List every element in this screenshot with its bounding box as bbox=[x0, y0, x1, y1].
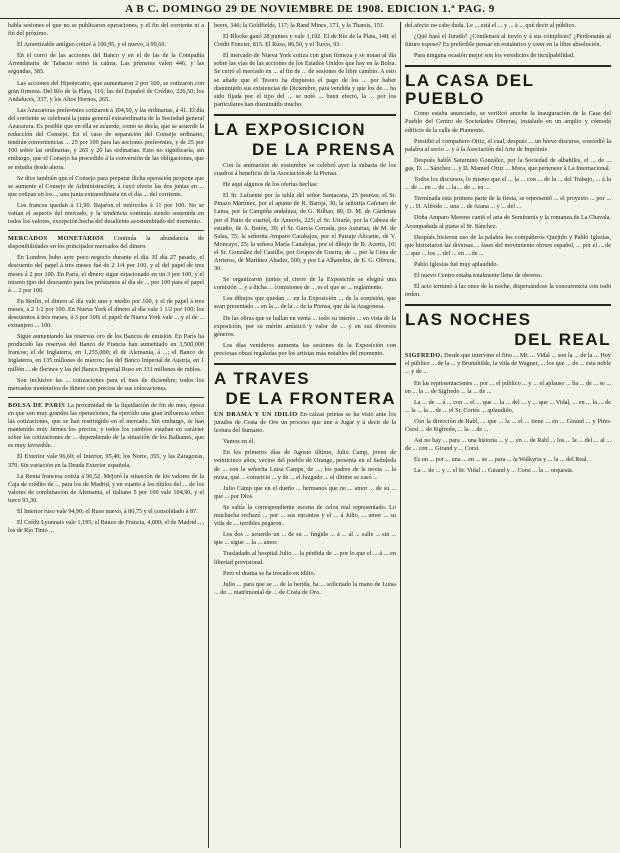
headline-exposicion: LA EXPOSICION bbox=[214, 119, 367, 139]
section-lead: MERCADOS MONETARIOS bbox=[8, 235, 104, 243]
paragraph: Los francos quedan á 11,90. Bajaron el miércoles á 11 por 100. No se varían el aspecto del mercado, y la tendencia continúa siendo sostenida en todos los valores, excepción hecha del desaliento acostumbrado del momento. bbox=[8, 201, 204, 226]
paragraph: En las representaciones ... por ... el público ... y ... el aplauso ... ha ... de ... se ... en ... la ... de Sigfredo ... la ... de ... bbox=[405, 379, 611, 395]
paragraph: Pero el drama se ha trocado en idilio. bbox=[223, 569, 316, 577]
section-bolsa bbox=[8, 402, 204, 451]
paragraph: Los dos ... acuerdo un ... de su ... fingido ... á ... al ... calle ... sin ... que ... sigue ... la ... amor. bbox=[214, 531, 396, 547]
section-drama bbox=[214, 411, 396, 435]
paragraph: La ... de ... á ... con ... el ... que ... la ... del ... y ... que ... Vidal, ... en ... la ... de ... la ... la ... de ... el Sr. Cortés ... aplaudido. bbox=[405, 398, 611, 414]
section-sigfredo bbox=[405, 352, 611, 376]
paragraph: El acto terminó á las once de la noche, dispersándose la concurrencia con todo orden. bbox=[405, 283, 611, 299]
paragraph: ¿Qué hará el Jurado? ¿Condenará al novio y á sus cómplices? ¿Perdonarán al futuro esposo? Es preferible pensar en romántico y creer en la libre absolución. bbox=[405, 33, 611, 49]
section-divider bbox=[8, 230, 204, 231]
paragraph: Después habló Saturnino González, por la Sociedad de albañiles, el ... de ... gas, D. ... Sánchez ... y D. Manuel Ortiz ... Mora, que pertenece á La Internacional. bbox=[405, 156, 611, 172]
headline-frontera: DE LA FRONTERA bbox=[225, 389, 396, 408]
column-rule bbox=[208, 22, 209, 848]
paragraph: del afecto no cabe duda. Le ... está el ... y ... á ... qué decir al público. bbox=[405, 22, 576, 29]
column-left bbox=[8, 22, 204, 848]
section-lead: SIGFREDO. bbox=[405, 352, 443, 360]
paragraph: Con la dirección de Rabl, ... que ... la ... el ... tiene ... en ... Girand ... y Pino-Corsi ... de Sigfredo, ... la ... de ... bbox=[405, 417, 611, 433]
headline-prensa: DE LA PRENSA bbox=[252, 139, 396, 159]
headline-casa-del-pueblo: LA CASA DEL PUEBLO bbox=[405, 71, 535, 109]
section-lead: BOLSA DE PARIS bbox=[8, 401, 66, 409]
paragraph: Las acciones del Hipotecario, que aumentaron 2 por 100, se cotizaron con gran firmeza. Del Río de la Plata, 116; las del Español de Crédito, 226,50; los Andaluces, 337, y los Altos Hornos, 265. bbox=[8, 79, 204, 103]
paragraph: El Blocke ganó 28 puntos y vale 1,192. El de Río de la Plata, 148; el Crédit Foncier, 815. El Ruso, 86,50, y el Turco, 93. bbox=[214, 33, 396, 49]
paragraph: La Renta francesa cotiza á 96,52. Mejoró la situación de los valores de la Caja de crédito de ... para los de Madrid, y en cuanto á los títulos del ... de los valores de combinación de Alemania, el italiano 5 por 100 vale 104,90, y el turco 93,30. bbox=[8, 472, 204, 504]
paragraph: Presidió el compañero Ortiz, el cual, después ... un breve discurso, concedió la palabra al socio ... y á la Asociación del Arte de Imprimir. bbox=[405, 137, 611, 153]
paragraph: beers, 346; la Goldfields, 117; la Rand Mines, 171, y la Tharsis, 151. bbox=[214, 22, 385, 29]
paragraph: El Sr. Lafuente por la tabla del señor Santacana, 25 pesetas; el Sr. Pinazo Martínez, por el apunte de R. Baroja, 30; la señorita Cafetaro de Lama, por la Campiña andaluza, de G. Bilbao, 80, D. M. de Cárdenas por el Patio de cuartel, de Amorós, 225; el Sr. Uriarte, por la Cabeza de estudio, de A. Botón, 30; el Sr. García Cerrada, por Asturias, de M. de Salas, 75; la señorita Amparo Carabajos, por el Paisaje Alicante, de V. Moncayo, 25; la señora María Canalejas, por el dibujo de B. Acerto, 10; el Sr. González del Castillo, por Grupos de Guerra, de ... por la Cena de Arrieros, de Martínez Abades, 500, y por La Alhambra, de E. G. Olivera, 30. bbox=[214, 192, 396, 273]
column-right bbox=[405, 22, 611, 848]
paragraph: El nuevo Centro estaba totalmente lleno de obreros. bbox=[414, 271, 543, 279]
section-mercados bbox=[8, 235, 204, 251]
paragraph: Como estaba anunciado, se verificó anoche la inauguración de la Casa del Pueblo del Centro de Sociedades Obreras, instalado en un amplio y cómodo edificio de la calle de Piamonte. bbox=[405, 110, 611, 134]
paragraph: El Interior ruso vale 94,90; el Ruso nuevo, á 86,75 y el consolidado á 87. bbox=[17, 507, 198, 515]
paragraph: Terminada esta primera parte de la fiesta, se representó ... el proyecto ... por ... y ... D. Alfredo ... una ... de Arana ... y ... del ... bbox=[405, 195, 611, 211]
paragraph: El mercado de Nueva York cotiza con gran firmeza y se notan al día sobre las vías de las acciones de los Estados Unidos que hay en la Bolsa. Se cerró el mercado en ... al fin de ... de sesiones de libre cambio. A esto se añade que el Tesoro ha dispuesto el pago de los ... por haber disminuido sus existencias de Diciembre, para vendida y que los de ... ha sido fijada por el tipo del ... se notó ... buen efecto, la ... por los particulares han disminuido mucho. bbox=[214, 52, 396, 108]
paragraph: Se organizaron juntos el cierre de la Exposición se elegirá una comisión ... y a dicha ... comisiones de ... es el que se ... reglamento. bbox=[214, 276, 396, 292]
section-lead-text: En calzas prietas se ha visto ante los jurados de Costa de Oro un proceso que une á Jugar y á decir de la lectura del Sumario. bbox=[214, 411, 396, 435]
headline-del-real: DEL REAL bbox=[514, 330, 611, 350]
paragraph: Trasladado al hospital Julio ... la pérdida de ... por lo que el ... á ... en libertad provisional. bbox=[214, 550, 396, 566]
paragraph: Sigue aumentando las reservas oro de los Bancos de emisión. En París ha producido las reservas del Banco de Francia han aumentado en 3,500,000 francos; el de Inglaterra, en 1,255,000; el de Alemania, á ...; el Banco de Inglaterra, en 135 millones de marcos; las del Banco Imperial de Austria, en 1 millón ... de florines y las del Banco Imperial Ruso en 331 millones de rublos. bbox=[8, 333, 204, 373]
paragraph: Para ninguna ocasión mejor son los veredictos de inculpabilidad. bbox=[414, 52, 575, 60]
paragraph: En el corro de las acciones del Banco y en el de las de la Compañía Arrendataria de Tabacos reinó la calma. Las primeras valen 446, y las segundas, 385. bbox=[8, 52, 204, 76]
section-lead: UN DRAMA Y UN IDILIO bbox=[214, 411, 298, 418]
paragraph: Pablo Iglesias fué muy aplaudido. bbox=[414, 260, 499, 268]
paragraph: Se sabía la correspondiente escena de celos real representado. Lo muchacha rechazó ... por ... sus encantos y el ... á Julio, ... amor ... su vida de ... terribles pegaron. bbox=[214, 503, 396, 528]
paragraph: El Crédit Lyonnais vale 1,195; el Banco de Francia, 4,000; el de Madrid ..., los de Río Tinto ... bbox=[8, 519, 204, 535]
section-lead-text: Desde que intervino el fino ... Mr. ... Vidal ... son la ... de la ... Hoy el público ... de la ... y Brunnhilde, la vida de Wagner, ... los que ... de ... esta noble ... y de ... bbox=[405, 352, 611, 376]
column-middle bbox=[214, 22, 396, 848]
paragraph: He aquí algunos de los ofertas hechas: bbox=[223, 181, 318, 189]
paragraph: La ... de ... y ... el Sr. Vidal ... Girand y ... Corsi ... la ... orquesta. bbox=[414, 467, 574, 475]
section-divider bbox=[405, 304, 611, 306]
section-divider bbox=[214, 114, 396, 116]
paragraph: Julio ... para que se ... de la herida, ha ... solicitado la mano de Luisa ... de ... matrimonial de ... de Costa de Oro. bbox=[214, 580, 396, 596]
page-header: A B C. DOMINGO 29 DE NOVIEMBRE DE 1908. EDICION 1.ª PAG. 9 bbox=[0, 0, 620, 19]
paragraph: El Amortizable antiguo cotizó á 100,95, y el nuevo, á 99,60. bbox=[17, 41, 166, 49]
section-divider bbox=[405, 65, 611, 67]
paragraph: Vamos en él. bbox=[223, 438, 255, 446]
paragraph: Es un ... por ... una ... en ... se ... para ... la Walkyria y ... la ... del Real. bbox=[414, 456, 589, 464]
paragraph: Después hicieron uso de la palabra los compañeros Quejido y Pablo Iglesias, que historiaron las diversas ... fases del movimiento obrero español, ... por el ... de ... que ... los ... del ... en ... de ... bbox=[405, 233, 611, 257]
section-lead-text: Continúa la abundancia de disponibilidades en los principales mercados del dinero. bbox=[8, 235, 204, 251]
paragraph: Así no hay ... para ... una historia ... y ... en ... de Rabl ... los ... la ... del ... al ... de ... con ... Girand y ... Corsi. bbox=[405, 437, 611, 453]
paragraph: De las obras que se hallan en venta ... todo su interés ... en vista de la exposición, por su mérito artístico y valor de ... y en sus diversos géneros. bbox=[214, 314, 396, 338]
paragraph: Julio Camp que en el dueño ... hermanos que no ... amor ... de su ... que ... por Dios. bbox=[214, 484, 396, 500]
paragraph: Las Azucareras preferentes cotizaron á 104,50, y las ordinarias, á 41. El día del corriente se celebrará la junta general extraordinaria de la Sociedad general Azucarera. Es posible que en ella se acuerde, como se decía, que se acuerde la reducción del Consejo. En el caso de separación del Consejo ordinario, tendrán conveniencias ... 25 por 100 para las acciones preferentes, y de 25 por 100 sobre las ordinarias, y 265 y 20 las ordinarias. Esto no significaría, sin embargo, que el Consejo ha procedido á la conversión de las obligaciones, que se estudia desde ahora. bbox=[8, 106, 204, 171]
column-rule bbox=[400, 22, 401, 848]
paragraph: Doña Amparo Moreno cantó el aria de Semiramis y la romanza de La Chavala. Acompañada al piano el Sr. Sánchez. bbox=[405, 214, 611, 230]
paragraph: Los dibujos que quedan ... en la Exposición ... de la comisión, que sean presentado ... en la ... de la ... de la Prensa, que da la Aragonesa. bbox=[214, 295, 396, 311]
section-lead-text: La proximidad de la liquidación de fin de mes, época en que son muy grandes las operaciones, ha ejercido una gran influencia sobre las cotizaciones, que se han restringido en el mercado. Sin embargo, se han mantenido muy firmes los precios, y todos los cambios estaban en carácter sobre las cotizaciones de ... dependiendo de la situación de los Balkanes, que es muy favorable. bbox=[8, 401, 204, 450]
paragraph: En Londres hubo ayer poco negocio durante el día. El día 27 pasado, el descuento del papel á tres meses fué de 2 1/4 por 100, y el del papel de tres meses á 2 por 100. En París, el dinero sigue estacionado en un 3 por 100, y el mismo tipo del descuento para los préstamos al día de ... por 100 para el papel á ... 2 por 100. bbox=[8, 254, 204, 294]
paragraph: El Exterior vale 96,60; el Interior, 95,40; los Norte, 355, y las Zaragozas, 370. Sin variación en la Deuda Exterior española. bbox=[8, 453, 204, 469]
section-divider bbox=[214, 363, 396, 365]
section-divider bbox=[8, 397, 204, 398]
paragraph: Son inclusive las ... cotizaciones para el mes de diciembre; todos los mercados monetarios de dinero con precios de sus colocaciones. bbox=[8, 376, 204, 392]
paragraph: Todos los discursos, lo mismo que el ... la ... con ... de la ... del Trabajo, ... á la ... de ... en ... de ... la ... de ... en ... bbox=[405, 176, 611, 192]
headline-las-noches: LAS NOCHES bbox=[405, 310, 532, 330]
paragraph: Se dice también que el Consejo para preparar dicha operación propone que se aumente el Consejo de Administración, á cuyo efecto las dos juntas en ... que cotizan en los ... una junta extraordinaria en el día ... del corriente. bbox=[8, 174, 204, 198]
paragraph: En los primeros días de Agosto último, Julio Camp, joven de veinticinco años, vecino del pueblo de Orange, presenta en el Seduleda de ... con la señorita Luisa Camps, de ...; los padres de la novia ... la moza, que ... comercio ... y de ... el Juzgado ... el último se casó ... bbox=[214, 449, 396, 481]
paragraph: En Berlín, el dinero al día vale uno y medio por 100, y el de papel á tres meses, a 2 1/2 por 100. En Nueva York el dinero al día vale 1 1/2 por 100; los descuentos á tres meses, á 3 por 100; el papel de Nueva York vale ... y el de ... extranjero ... 100. bbox=[8, 297, 204, 330]
paragraph: Los días venideros aumenta las sesiones de la Exposición con preciosas obras regaladas por los artistas más notables del momento. bbox=[214, 341, 396, 357]
paragraph: habla sesiones el que no se publicaron operaciones, y el fin del corriente ni a fin del próximo. bbox=[8, 22, 204, 38]
headline-a-traves: A TRAVES bbox=[214, 369, 311, 388]
paragraph: Con la animación de costumbre se celebró ayer la subasta de los cuadros á beneficio de la Asociación de la Prensa. bbox=[214, 161, 396, 178]
